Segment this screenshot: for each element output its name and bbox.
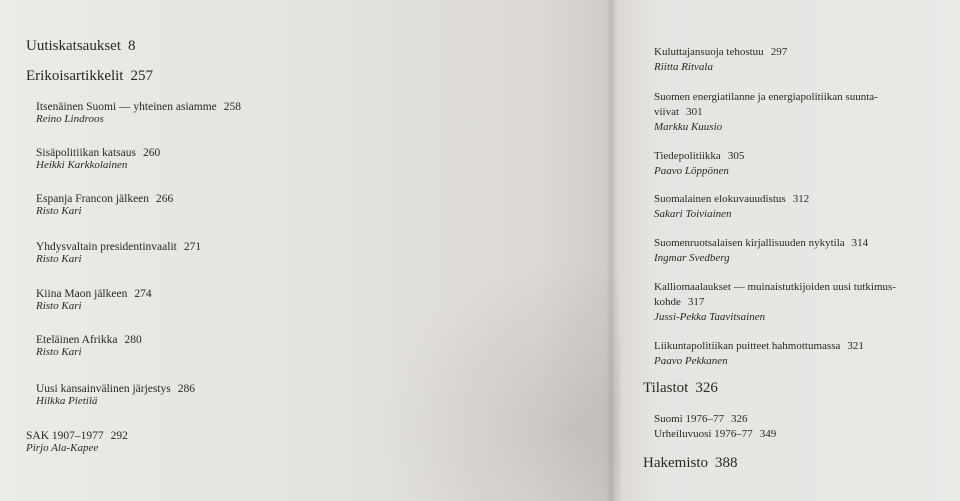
- list-item: [654, 412, 946, 427]
- entry-title: Kalliomaalaukset — muinaistutkijoiden uusi tutkimus-: [654, 281, 896, 293]
- entry-page: 326: [730, 413, 748, 425]
- section-title: Tilastot: [643, 380, 689, 396]
- tilastot-list: [654, 412, 946, 442]
- toc-entry: [654, 339, 946, 369]
- toc-entry: [36, 383, 195, 407]
- entry-author: Risto Kari: [36, 253, 82, 265]
- toc-entry: [36, 147, 160, 171]
- entry-page: 292: [110, 430, 128, 442]
- section-title: Hakemisto: [643, 455, 708, 471]
- entry-page: 317: [687, 296, 705, 308]
- section-uutiskatsaukset: [26, 38, 136, 55]
- section-page: 8: [128, 38, 136, 54]
- toc-entry: [36, 241, 201, 265]
- section-page: 257: [130, 68, 153, 84]
- entry-title-continued: kohde: [654, 296, 681, 308]
- entry-page: 349: [759, 428, 777, 440]
- section-tilastot: [643, 380, 718, 397]
- entry-author: Risto Kari: [36, 205, 82, 217]
- entry-page: 305: [727, 150, 745, 162]
- entry-author: Heikki Karkkolainen: [36, 159, 128, 171]
- entry-title: Tiedepolitiikka: [654, 150, 721, 162]
- entry-page: 286: [177, 383, 196, 395]
- entry-author: Reino Lindroos: [36, 113, 104, 125]
- entry-page: 297: [770, 46, 788, 58]
- entry-author: Jussi-Pekka Taavitsainen: [654, 311, 766, 323]
- entry-page: 321: [847, 340, 864, 352]
- entry-page: 312: [792, 193, 810, 205]
- entry-title-continued: viivat: [654, 106, 680, 118]
- entry-author: Riitta Ritvala: [654, 61, 713, 73]
- toc-entry: [36, 288, 152, 312]
- toc-entry: [654, 192, 946, 222]
- entry-page: 314: [851, 237, 869, 249]
- entry-title: Yhdysvaltain presidentinvaalit: [36, 241, 177, 253]
- toc-entry: [654, 90, 946, 135]
- entry-author: Pirjo Ala-Kapee: [26, 442, 99, 454]
- toc-entry-sak: [26, 430, 128, 454]
- toc-entry: [654, 280, 946, 325]
- entry-author: Ingmar Svedberg: [654, 252, 730, 264]
- section-title: Uutiskatsaukset: [26, 38, 121, 54]
- entry-author: Markku Kuusio: [654, 121, 723, 133]
- entry-title: Suomalainen elokuvauudistus: [654, 193, 786, 205]
- entry-page: 271: [183, 241, 202, 253]
- toc-entry: [36, 334, 142, 358]
- section-page: 388: [715, 455, 738, 471]
- entry-title: SAK 1907–1977: [26, 430, 104, 442]
- entry-title: Urheiluvuosi 1976–77: [654, 428, 753, 440]
- entry-title: Itsenäinen Suomi — yhteinen asiamme: [36, 101, 217, 113]
- entry-title: Espanja Francon jälkeen: [36, 193, 150, 205]
- entry-page: 260: [142, 147, 161, 159]
- entry-author: Hilkka Pietilä: [36, 395, 98, 407]
- entry-page: 258: [223, 101, 242, 113]
- entry-title: Kiina Maon jälkeen: [36, 288, 128, 300]
- entry-author: Paavo Pekkanen: [654, 355, 728, 367]
- toc-entry: [654, 45, 946, 75]
- entry-title: Liikuntapolitiikan puitteet hahmottumassa: [654, 340, 841, 352]
- entry-title: Suomenruotsalaisen kirjallisuuden nykytila: [654, 237, 845, 249]
- list-item: [654, 427, 946, 442]
- entry-title: Suomen energiatilanne ja energiapolitiikan suunta-: [654, 91, 878, 103]
- section-erikoisartikkelit: [26, 68, 153, 85]
- entry-page: 266: [156, 193, 174, 205]
- shadow: [380, 260, 620, 501]
- toc-entry: [654, 236, 946, 266]
- entry-author: Risto Kari: [36, 346, 82, 358]
- entry-title: Kuluttajansuoja tehostuu: [654, 46, 764, 58]
- toc-entry: [654, 149, 946, 179]
- toc-entry: [36, 101, 241, 125]
- section-title: Erikoisartikkelit: [26, 68, 124, 84]
- entry-page: 301: [686, 106, 703, 118]
- entry-title: Suomi 1976–77: [654, 413, 724, 425]
- entry-title: Uusi kansainvälinen järjestys: [36, 383, 171, 395]
- entry-title: Sisäpolitiikan katsaus: [36, 147, 136, 159]
- entry-author: Risto Kari: [36, 300, 82, 312]
- entry-page: 274: [134, 288, 152, 300]
- entry-title: Eteläinen Afrikka: [36, 334, 118, 346]
- entry-author: Sakari Toiviainen: [654, 208, 732, 220]
- section-page: 326: [695, 380, 718, 396]
- section-hakemisto: [643, 455, 738, 472]
- toc-entry: [36, 193, 173, 217]
- entry-page: 280: [124, 334, 142, 346]
- entry-author: Paavo Löppönen: [654, 165, 729, 177]
